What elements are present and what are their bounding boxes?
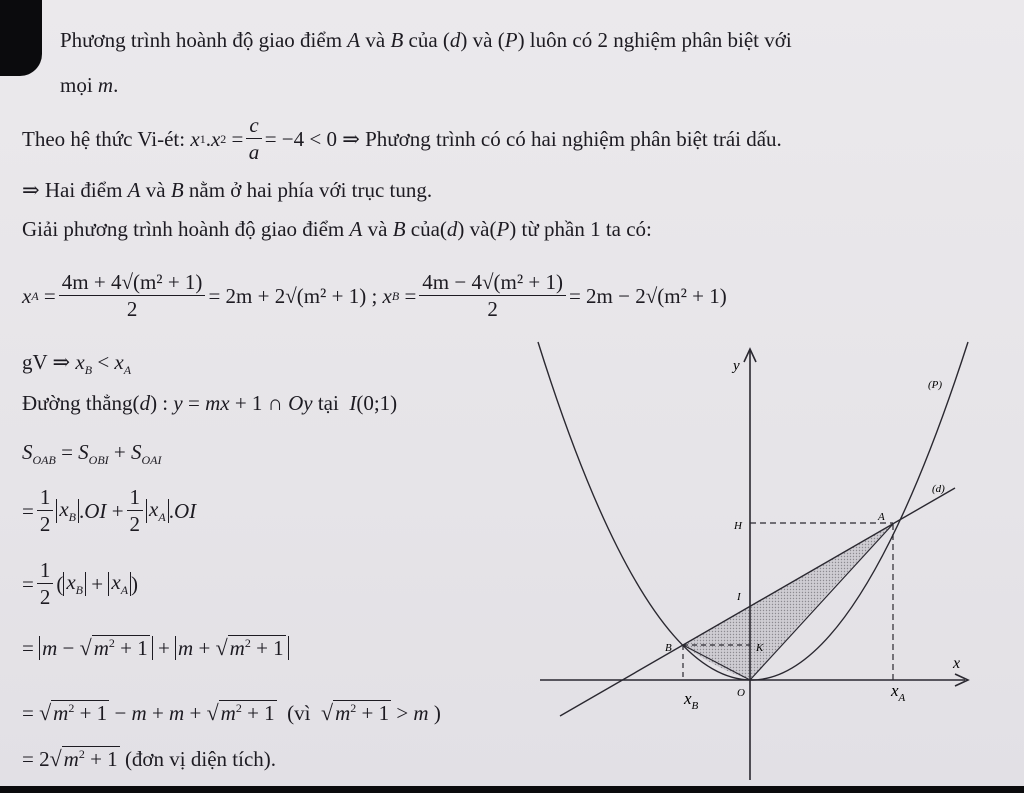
vieta-suffix: ⇒ Phương trình có có hai nghiệm phân biệt trái dấu. — [342, 126, 782, 151]
text-line-5: Giải phương trình hoành độ giao điểm A và B của(d) và(P) từ phần 1 ta có: — [22, 217, 652, 241]
label-K: K — [756, 642, 764, 654]
label-P: (P) — [928, 379, 943, 391]
label-H: H — [734, 520, 742, 532]
label-y: y — [733, 358, 740, 374]
area-line-4: = $m - √m^2 + 1 + m + √m^2 + 1$ — [22, 637, 289, 659]
label-x: x — [953, 655, 961, 672]
vieta-prefix: Theo hệ thức Vi-ét: — [22, 126, 186, 151]
area-line-2: = $\frac{1}{2}$ $x_B$ . OI + $\frac{1}{2}$ $x_A$ . OI — [22, 485, 197, 536]
area-line-1: $S_{OAB} = S_{OBI} + S_{OAI}$ — [22, 440, 162, 468]
xA-result: = 2m + 2√(m² + 1) ; — [208, 283, 378, 308]
area-line-3: = $\frac{1}{2}$ ( $x_B$ + $x_A$ ) — [22, 558, 139, 609]
label-xA: $x_A$ — [891, 681, 906, 704]
line-d-text: Đường thẳng(d) : y = mx + 1 ∩ Oy tại I(0;1) — [22, 391, 398, 415]
label-d: (d) — [932, 483, 945, 495]
xB-denominator: 2 — [487, 297, 498, 321]
shaded-region — [683, 524, 893, 680]
vieta-line: Theo hệ thức Vi-ét: x 1 . x 2 = $\frac{c}{a}$ = −4 < 0 ⇒ Phương trình có có hai nghiệm phân biệt trái dấu. — [22, 113, 782, 164]
text-line-1: Phương trình hoành độ giao điểm A và B của (d) và (P) luôn có 2 nghiệm phân biệt với — [60, 28, 792, 52]
xB-numerator: 4m − 4√(m² + 1) — [419, 272, 566, 296]
xA-numerator: 4m + 4√(m² + 1) — [59, 272, 206, 296]
xB-result: = 2m − 2√(m² + 1) — [568, 283, 727, 308]
label-A: A — [878, 511, 885, 523]
area-line-5: = $√m^2 + 1 - m + m + √m^2 + 1$ (vì $√m^2 + 1 > m$ ) — [22, 700, 441, 725]
label-xB: $x_B$ — [684, 689, 699, 712]
text-line-4: ⇒ Hai điểm A và B nằm ở hai phía với trục tung. — [22, 178, 433, 202]
label-O: O — [737, 687, 745, 699]
gv-line: gV ⇒ $x_B < x_A$ — [22, 350, 132, 378]
bottom-black-bar — [0, 786, 1024, 793]
text-line-2: mọi m. — [60, 73, 119, 97]
area-line-6: = $2√m^2 + 1$ (đơn vị diện tích). — [22, 746, 277, 771]
label-B: B — [665, 642, 672, 654]
roots-formula-line: x A = $\frac{\text{4m + 4√(m² + 1)}}{2}$ = 2m + 2√(m² + 1) ; x B = $\frac{\text{4m − 4√(m² + 1)}}{2}$ = 2m − 2√(m² + 1) — [22, 270, 727, 321]
xA-denominator: 2 — [126, 297, 138, 321]
label-I: I — [737, 591, 741, 603]
